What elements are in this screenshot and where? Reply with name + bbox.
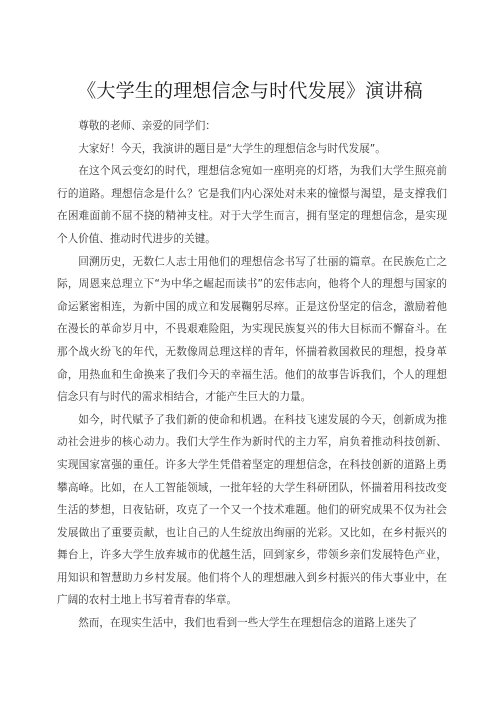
present-era-paragraph: 如今，时代赋予了我们新的使命和机遇。在科技飞速发展的今天，创新成为推动社会进步的核心动力。我们大学生作为新时代的主力军，肩负着推动科技创新、实现国家富强的重任。许多大学生凭借着坚定的理想信念，在科技创新的道路上勇攀高峰。比如，在人工智能领域，一批年轻的大学生科研团队，怀揣着用科技改变生活的梦想，日夜钻研，攻克了一个又一个技术难题。他们的研究成果不仅为社会发展做出了重要贡献，也让自己的人生绽放出绚丽的光彩。又比如，在乡村振兴的舞台上，许多大学生放弃城市的优越生活，回到家乡，带领乡亲们发展特色产业，用知识和智慧助力乡村发展。他们将个人的理想融入到乡村振兴的伟大事业中，在广阔的农村土地上书写着青春的华章。 (57, 413, 447, 607)
speech-body (57, 115, 447, 635)
intro-paragraph: 在这个风云变幻的时代，理想信念宛如一座明亮的灯塔，为我们大学生照亮前行的道路。理想信念是什么？它是我们内心深处对未来的憧憬与渴望，是支撑我们在困难面前不屈不挠的精神支柱。对于大学生而言，拥有坚定的理想信念，是实现个人价值、推动时代进步的关键。 (57, 165, 447, 245)
salutation-paragraph: 尊敬的老师、亲爱的同学们： (78, 120, 216, 132)
history-paragraph: 回溯历史，无数仁人志士用他们的理想信念书写了壮丽的篇章。在民族危亡之际，周恩来总理立下“为中华之崛起而读书”的宏伟志向，他将个人的理想与国家的命运紧密相连，为新中国的成立和发展鞠躬尽瘁。正是这份坚定的信念，激励着他在漫长的革命岁月中，不畏艰难险阻，为实现民族复兴的伟大目标而不懈奋斗。在那个战火纷飞的年代，无数像周总理这样的青年，怀揣着救国救民的理想，投身革命，用热血和生命换来了我们今天的幸福生活。他们的故事告诉我们，个人的理想信念只有与时代的需求相结合，才能产生巨大的力量。 (57, 255, 447, 404)
greeting-paragraph: 大家好！今天，我演讲的题目是“大学生的理想信念与时代发展”。 (78, 142, 386, 155)
however-paragraph: 然而，在现实生活中，我们也看到一些大学生在理想信念的道路上迷失了 (78, 617, 418, 630)
page-title: 《大学生的理想信念与时代发展》演讲稿 (77, 79, 423, 102)
